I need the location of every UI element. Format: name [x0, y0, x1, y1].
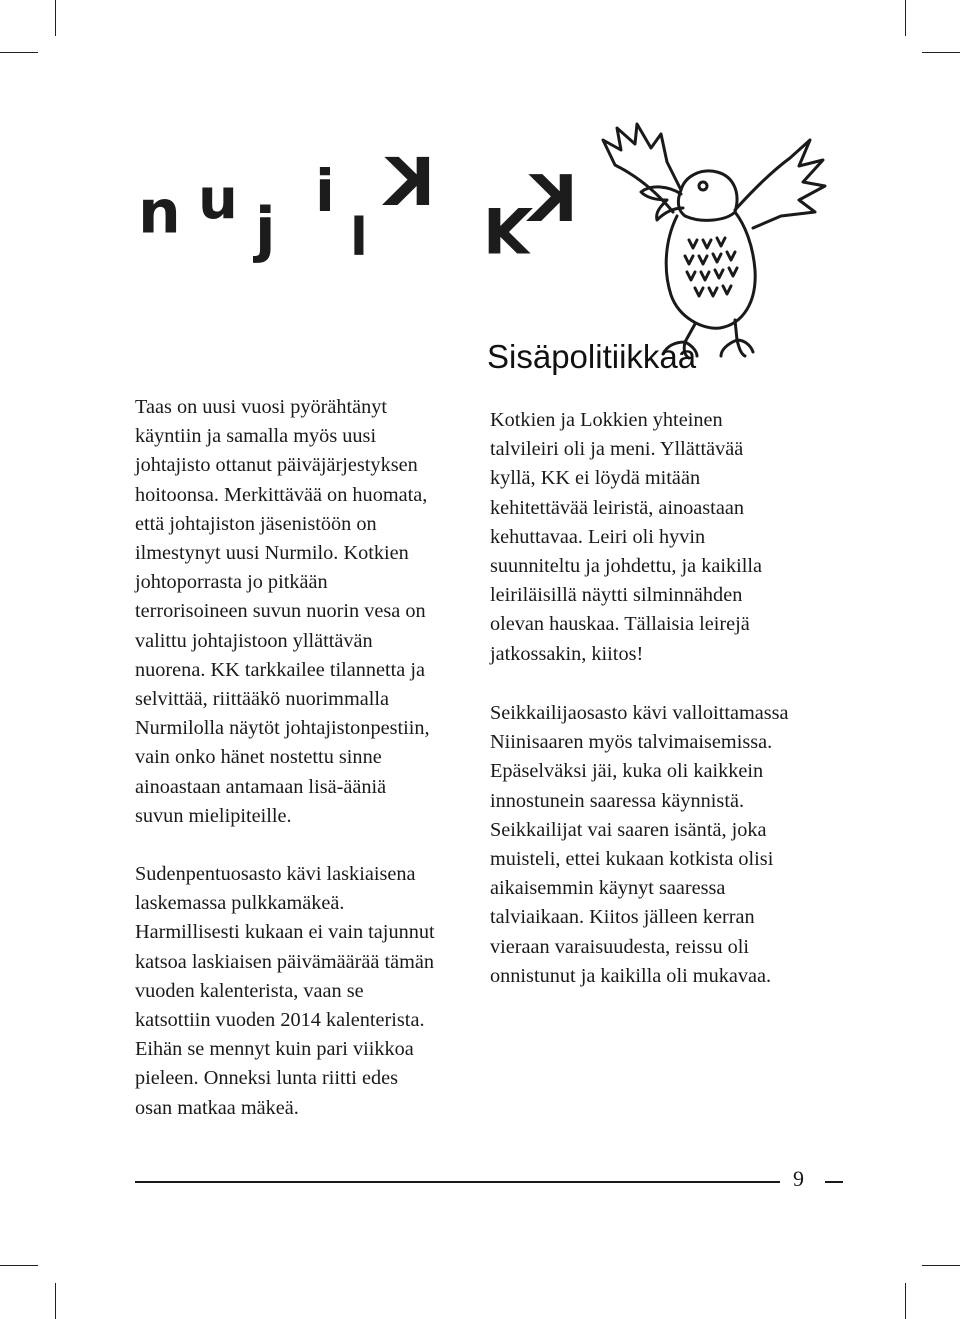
masthead-letter: K: [483, 193, 532, 266]
masthead-letter: u: [138, 185, 181, 255]
footer-rule: [135, 1181, 780, 1183]
masthead-letter: i: [315, 157, 335, 225]
crop-mark: [905, 1283, 906, 1319]
left-paragraph-1: Taas on uusi vuosi pyörähtänyt käyntiin ja samalla myös uusi johtajisto ottanut päiväjärjestyksen hoitoonsa. Merkittävää on huomata, että johtajiston jäsenistöön on ilmestynyt uusi Nurmilo. Kotkien johtoporrasta jo pitkään terrorisoineen suvun nuorin vesa on valittu johtajistoon yllättävän nuorena. KK tarkkailee tilannetta ja selvittää, riittääkö nuorimmalla Nurmilolla näytöt johtajistonpestiin, vain onko hänet nostettu sinne ainoastaan antamaan lisä-ääniä suvun mielipiteille.: [135, 396, 430, 827]
masthead: [0, 0, 960, 380]
crop-mark: [0, 1265, 38, 1266]
masthead-letter: K: [528, 163, 578, 237]
footer-dash: [825, 1181, 843, 1183]
masthead-letter: K: [384, 144, 436, 221]
right-paragraph-1: Kotkien ja Lokkien yhteinen talvileiri oli ja meni. Yllättävää kyllä, KK ei löydä mitään kehitettävää leiristä, ainoastaan kehuttavaa. Leiri oli hyvin suunniteltu ja johdettu, ja kaikilla leiriläisillä näytti silminnähden olevan hauskaa. Tällaisia leirejä jatkossakin, kiitos!: [490, 409, 763, 665]
crop-mark: [55, 1283, 56, 1319]
page-number: 9: [793, 1166, 804, 1191]
eagle-logo-icon: [585, 120, 835, 360]
crop-mark: [922, 1265, 960, 1266]
right-paragraph-2: Seikkailijaosasto kävi valloittamassa Niinisaaren myös talvimaisemissa. Epäselväksi jäi, kuka oli kaikkein innostunein saaressa käynnistä. Seikkailijat vai saaren isäntä, joka muisteli, ettei kukaan kotkista olisi aikaisemmin käynyt saaressa talviaikaan. Kiitos jälleen kerran vieraan varaisuudesta, reissu oli onnistunut ja kaikilla oli mukavaa.: [490, 702, 789, 987]
masthead-letter: l: [350, 208, 368, 268]
masthead-letter: j: [255, 195, 276, 265]
masthead-letter: u: [198, 167, 238, 232]
left-paragraph-2: Sudenpentuosasto kävi laskiaisena laskemassa pulkkamäkeä. Harmillisesti kukaan ei vain tajunnut katsoa laskiaisen päivämäärää tämän vuoden kalenterista, vaan se katsottiin vuoden 2014 kalenterista. Eihän se mennyt kuin pari viikkoa pieleen. Onneksi lunta riitti edes osan matkaa mäkeä.: [135, 863, 435, 1119]
section-heading: Sisäpolitiikkaa: [487, 338, 697, 375]
